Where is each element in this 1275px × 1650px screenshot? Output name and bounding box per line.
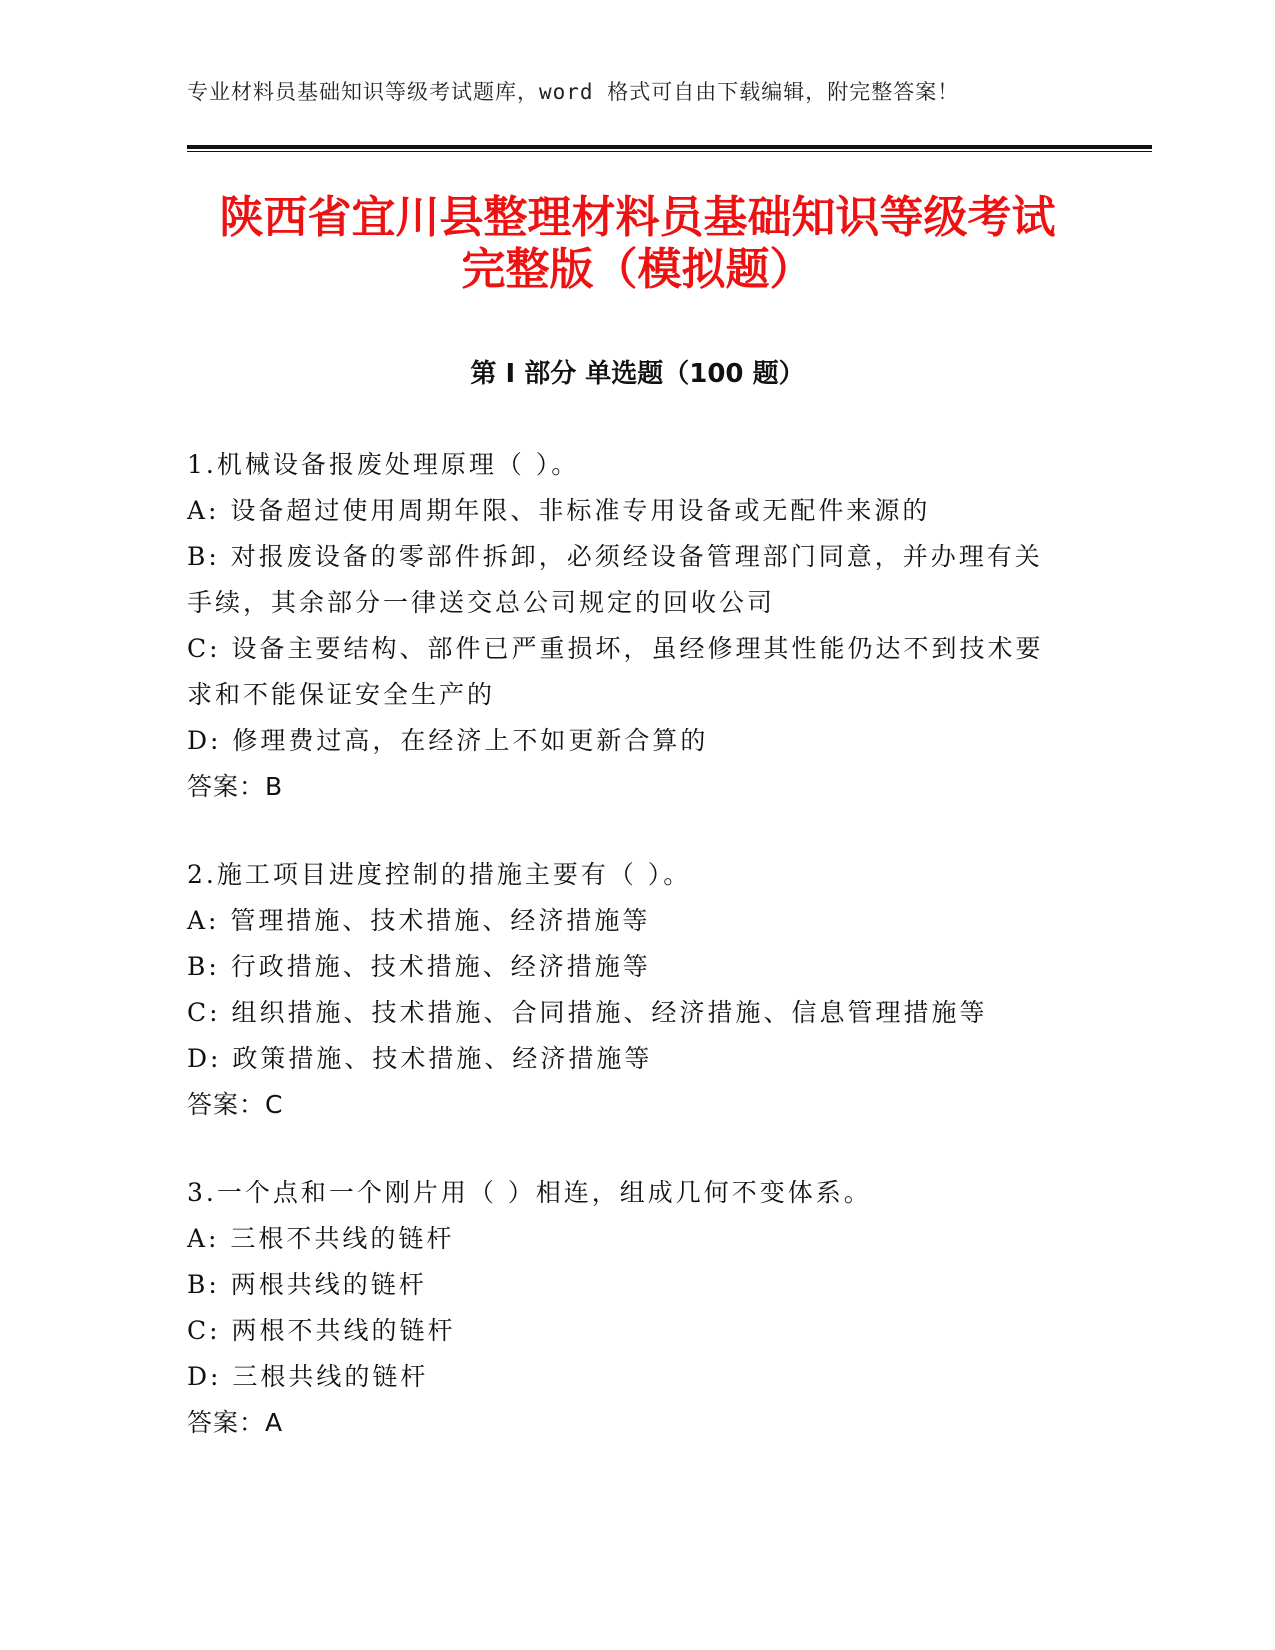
header-rule-thin xyxy=(187,151,1152,152)
question-2 xyxy=(187,852,1087,1128)
question-3 xyxy=(187,1170,1087,1446)
document-title-line-2: 完整版（模拟题） xyxy=(461,244,814,295)
option-b: B: 对报废设备的零部件拆卸，必须经设备管理部门同意，并办理有关 xyxy=(187,542,1043,571)
option-b: B: 行政措施、技术措施、经济措施等 xyxy=(187,952,651,981)
answer-line: 答案：C xyxy=(187,1090,284,1119)
option-c-continued: 求和不能保证安全生产的 xyxy=(187,680,496,709)
question-stem: 2.施工项目进度控制的措施主要有（ ）。 xyxy=(187,860,692,889)
answer-line: 答案：A xyxy=(187,1408,284,1437)
document-title xyxy=(150,192,1125,296)
option-c: C: 设备主要结构、部件已严重损坏，虽经修理其性能仍达不到技术要 xyxy=(187,634,1044,663)
question-stem: 3.一个点和一个刚片用（ ）相连，组成几何不变体系。 xyxy=(187,1178,872,1207)
option-c: C: 组织措施、技术措施、合同措施、经济措施、信息管理措施等 xyxy=(187,998,988,1027)
header-note: 专业材料员基础知识等级考试题库，word 格式可自由下载编辑，附完整答案！ xyxy=(187,80,960,104)
option-c: C: 两根不共线的链杆 xyxy=(187,1316,456,1345)
question-list xyxy=(187,442,1087,1488)
option-a: A: 三根不共线的链杆 xyxy=(187,1224,455,1253)
question-stem: 1.机械设备报废处理原理（ ）。 xyxy=(187,450,580,479)
option-d: D: 三根共线的链杆 xyxy=(187,1362,429,1391)
option-a: A: 设备超过使用周期年限、非标准专用设备或无配件来源的 xyxy=(187,496,931,525)
option-a: A: 管理措施、技术措施、经济措施等 xyxy=(187,906,651,935)
section-heading: 第 I 部分 单选题（100 题） xyxy=(470,359,805,389)
option-d: D: 修理费过高，在经济上不如更新合算的 xyxy=(187,726,709,755)
option-b: B: 两根共线的链杆 xyxy=(187,1270,427,1299)
header-rule-thick xyxy=(187,145,1152,149)
answer-line: 答案：B xyxy=(187,772,284,801)
option-d: D: 政策措施、技术措施、经济措施等 xyxy=(187,1044,653,1073)
document-title-line-1: 陕西省宜川县整理材料员基础知识等级考试 xyxy=(219,192,1056,243)
option-b-continued: 手续，其余部分一律送交总公司规定的回收公司 xyxy=(187,588,776,617)
question-1 xyxy=(187,442,1087,810)
